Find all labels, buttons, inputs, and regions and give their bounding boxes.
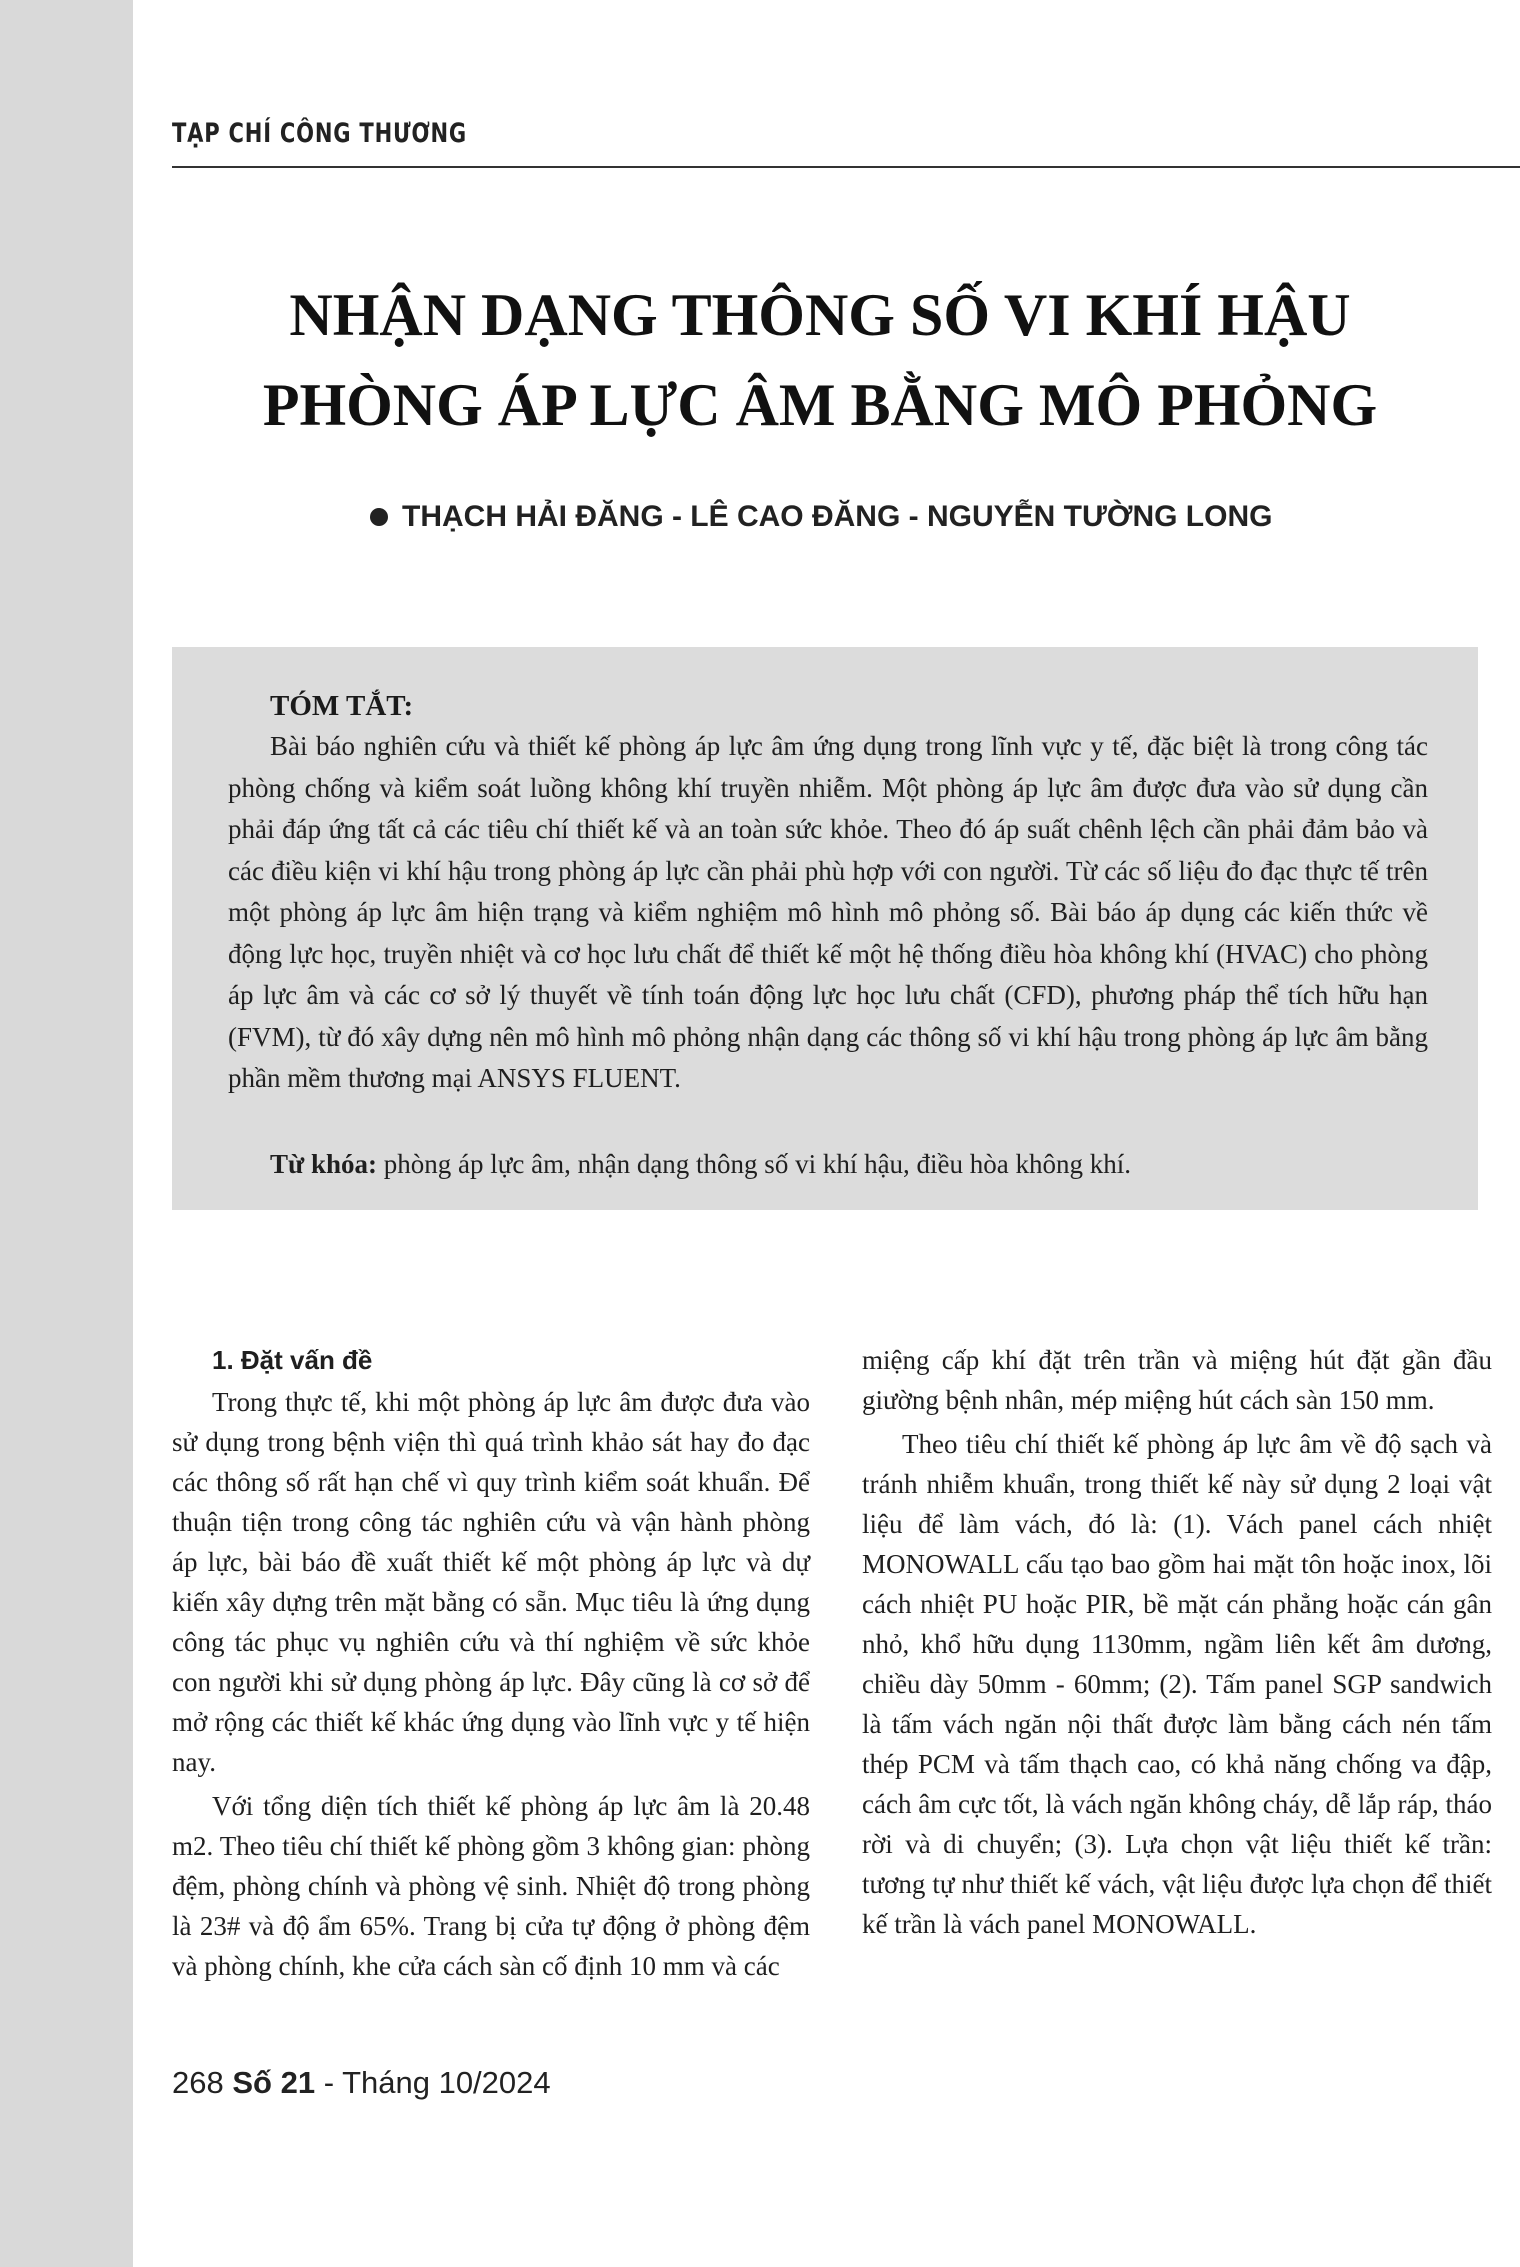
section-heading: 1. Đặt vấn đề [212,1345,373,1375]
journal-header: TẠP CHÍ CÔNG THƯƠNG [172,118,467,149]
authors [370,500,1272,534]
keywords-text: phòng áp lực âm, nhận dạng thông số vi khí hậu, điều hòa không khí. [377,1149,1132,1179]
bullet-icon [370,508,388,526]
keywords [270,1144,1420,1184]
body-paragraph: Theo tiêu chí thiết kế phòng áp lực âm về độ sạch và tránh nhiễm khuẩn, trong thiết kế này sử dụng 2 loại vật liệu để làm vách, đó là: (1). Vách panel cách nhiệt MONOWALL cấu tạo bao gồm hai mặt tôn hoặc inox, lõi cách nhiệt PU hoặc PIR, bề mặt cán phẳng hoặc cán gân nhỏ, khổ hữu dụng 1130mm, ngầm liên kết âm dương, chiều dày 50mm - 60mm; (2). Tấm panel SGP sandwich là tấm vách ngăn nội thất được làm bằng cách nén tấm thép PCM và tấm thạch cao, có khả năng chống va đập, cách âm cực tốt, là vách ngăn không cháy, dễ lắp ráp, tháo rời và di chuyển; (3). Lựa chọn vật liệu thiết kế trần: tương tự như thiết kế vách, vật liệu được lựa chọn để thiết kế trần là vách panel MONOWALL. [862,1429,1492,1939]
abstract-paragraph: Bài báo nghiên cứu và thiết kế phòng áp lực âm ứng dụng trong lĩnh vực y tế, đặc biệt là trong công tác phòng chống và kiểm soát luồng không khí truyền nhiễm. Một phòng áp lực âm được đưa vào sử dụng cần phải đáp ứng tất cả các tiêu chí thiết kế và an toàn sức khỏe. Theo đó áp suất chênh lệch cần phải đảm bảo và các điều kiện vi khí hậu trong phòng áp lực cần phải phù hợp với con người. Từ các số liệu đo đạc thực tế trên một phòng áp lực âm hiện trạng và kiểm nghiệm mô hình mô phỏng số. Bài báo áp dụng các kiến thức về động lực học, truyền nhiệt và cơ học lưu chất để thiết kế một hệ thống điều hòa không khí (HVAC) cho phòng áp lực âm và các cơ sở lý thuyết về tính toán động lực học lưu chất (CFD), phương pháp thể tích hữu hạn (FVM), từ đó xây dựng nên mô hình mô phỏng nhận dạng các thông số vi khí hậu trong phòng áp lực âm bằng phần mềm thương mại ANSYS FLUENT. [228,731,1428,1093]
abstract-heading: TÓM TẮT: [270,690,414,722]
body-paragraph: Trong thực tế, khi một phòng áp lực âm được đưa vào sử dụng trong bệnh viện thì quá trình khảo sát hay đo đạc các thông số rất hạn chế vì quy trình kiểm soát khuẩn. Để thuận tiện trong công tác nghiên cứu và vận hành phòng áp lực, bài báo đề xuất thiết kế một phòng áp lực và dự kiến xây dựng trên mặt bằng có sẵn. Mục tiêu là ứng dụng công tác phục vụ nghiên cứu và thí nghiệm về sức khỏe con người khi sử dụng phòng áp lực. Đây cũng là cơ sở để mở rộng các thiết kế khác ứng dụng vào lĩnh vực y tế hiện nay. [172,1387,810,1777]
page-footer [172,2065,551,2101]
title-line-2: PHÒNG ÁP LỰC ÂM BẰNG MÔ PHỎNG [262,372,1378,438]
authors-text: THẠCH HẢI ĐĂNG - LÊ CAO ĐĂNG - NGUYỄN TƯỜNG LONG [402,500,1273,533]
body-column-right [862,1340,1492,1948]
left-margin-strip [0,0,133,2267]
title-line-1: NHẬN DẠNG THÔNG SỐ VI KHÍ HẬU [289,282,1351,348]
issue-label: Số 21 [232,2065,316,2100]
page-number: 268 [172,2065,224,2100]
article-title [220,270,1420,450]
abstract-text [228,726,1428,1100]
keywords-label: Từ khóa: [270,1149,377,1179]
body-paragraph: miệng cấp khí đặt trên trần và miệng hút đặt gần đầu giường bệnh nhân, mép miệng hút cách sàn 150 mm. [862,1345,1492,1415]
issue-date: - Tháng 10/2024 [315,2065,551,2100]
body-paragraph: Với tổng diện tích thiết kế phòng áp lực âm là 20.48 m2. Theo tiêu chí thiết kế phòng gồm 3 không gian: phòng đệm, phòng chính và phòng vệ sinh. Nhiệt độ trong phòng là 23# và độ ẩm 65%. Trang bị cửa tự động ở phòng đệm và phòng chính, khe cửa cách sàn cố định 10 mm và các [172,1791,810,1981]
header-rule [172,166,1520,168]
body-column-left [172,1340,810,1990]
